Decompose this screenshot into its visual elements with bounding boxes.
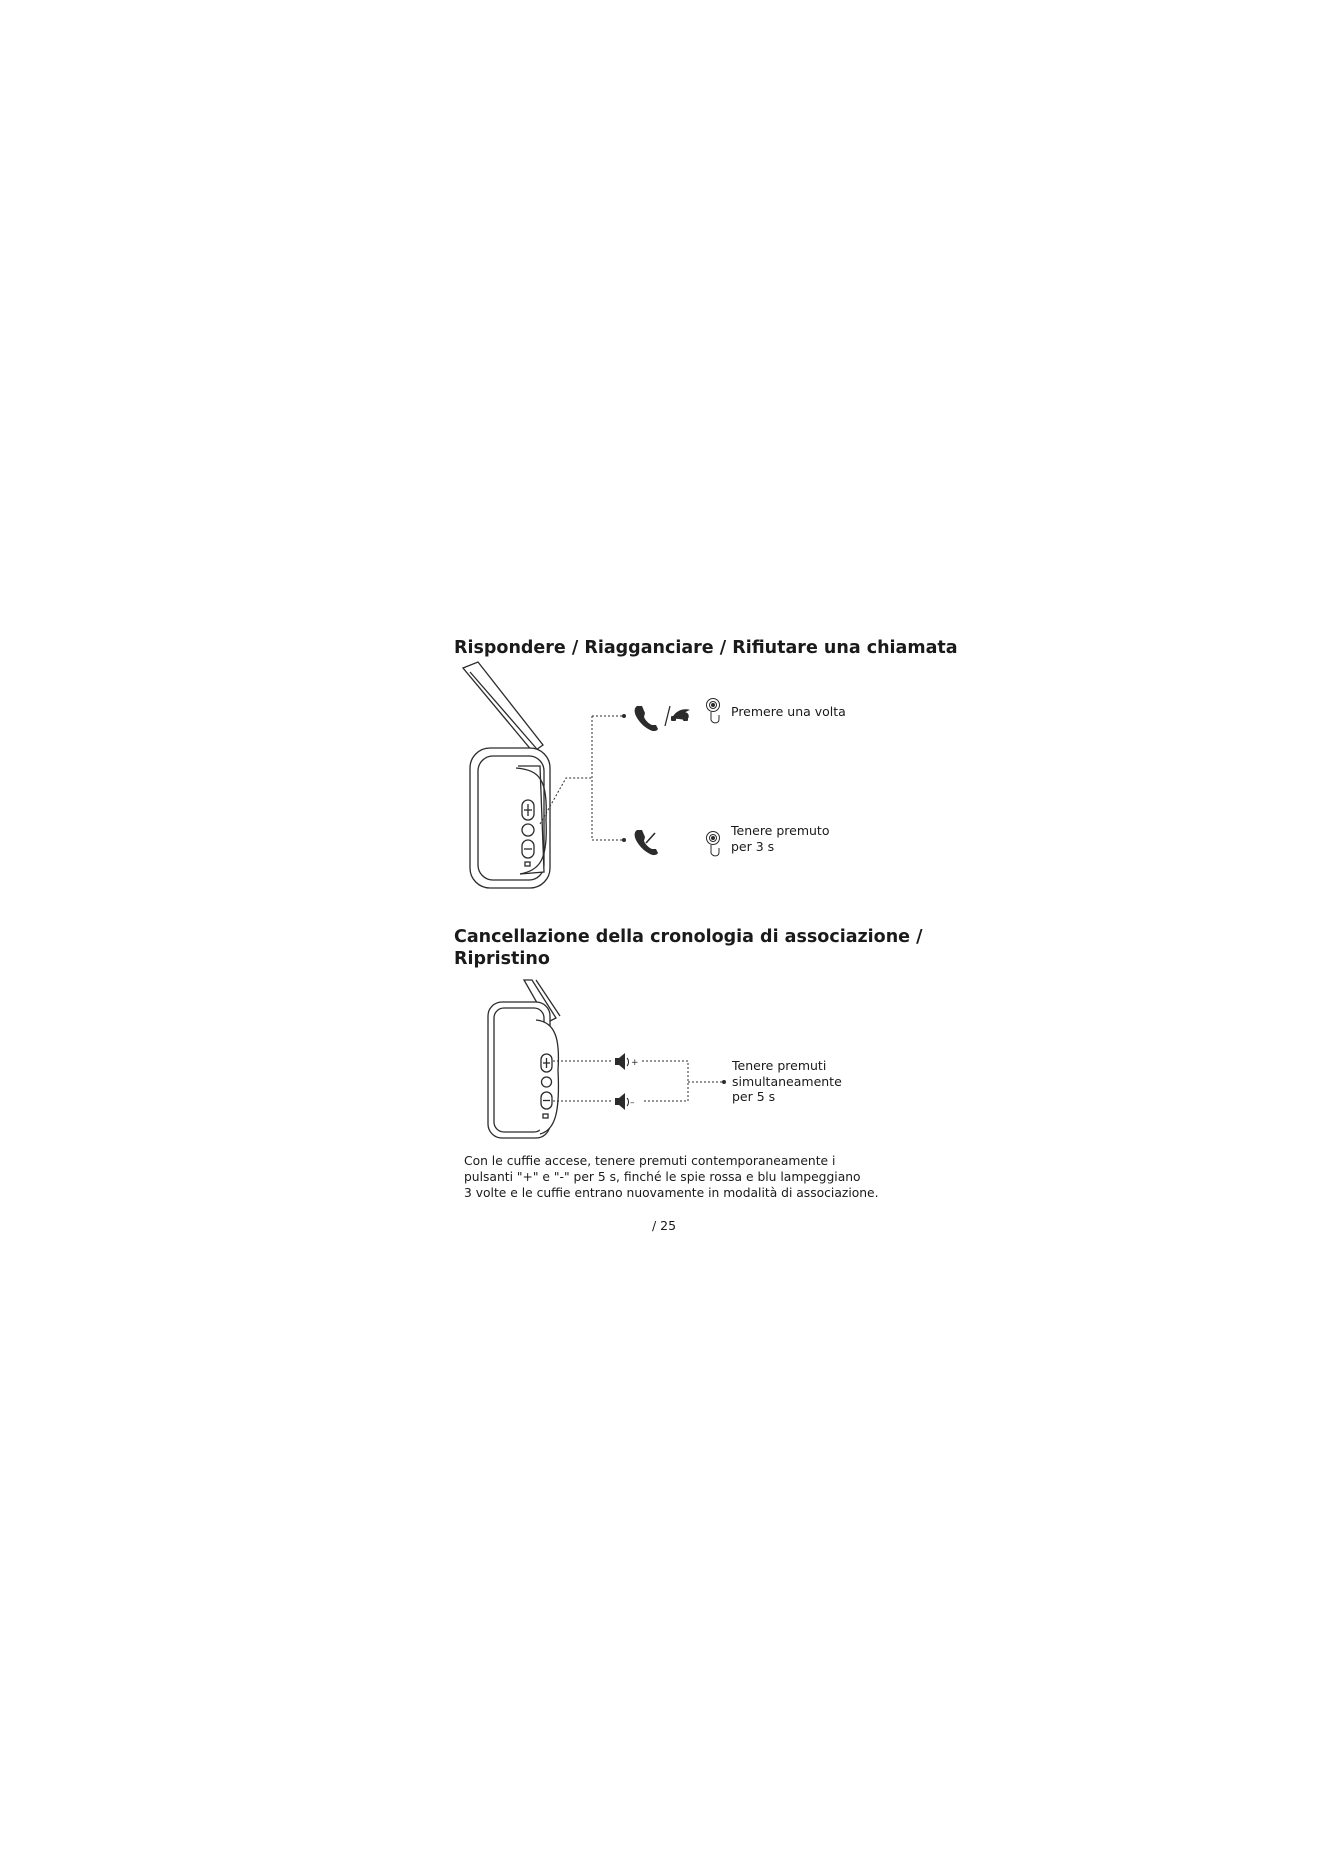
reset-instructions-paragraph <box>464 1153 879 1201</box>
hold-3s-label <box>731 823 829 854</box>
volume-minus-sign: – <box>630 1098 635 1108</box>
headphone-illustration-call <box>463 662 550 888</box>
section-title-reset-line1: Cancellazione della cronologia di associazione / <box>454 927 923 947</box>
hold-simul-line1: Tenere premuti <box>732 1058 827 1073</box>
press-once-text: Premere una volta <box>731 704 846 719</box>
slash-divider <box>665 706 670 726</box>
hold-simul-line2: simultaneamente <box>732 1073 842 1089</box>
headphone-illustration-reset <box>488 980 560 1138</box>
press-once-label <box>731 704 846 720</box>
paragraph-line: pulsanti "+" e "-" per 5 s, finché le spie rossa e blu lampeggiano <box>464 1170 861 1184</box>
page-number: / 25 <box>652 1218 677 1233</box>
phone-answer-icon <box>635 706 658 731</box>
paragraph-line: Con le cuffie accese, tenere premuti contemporaneamente i <box>464 1154 836 1168</box>
volume-up-icon <box>615 1053 639 1070</box>
section-title-reset-line2: Ripristino <box>454 949 550 969</box>
leader-dot <box>722 1080 726 1084</box>
leader-dot <box>622 838 626 842</box>
reject-call-icon <box>635 830 658 855</box>
hold-3s-line1: Tenere premuto <box>731 823 830 838</box>
leader-dot <box>622 714 626 718</box>
hang-up-icon <box>671 709 690 721</box>
press-hold-button-icon <box>707 832 720 856</box>
volume-plus-sign: + <box>631 1058 639 1068</box>
leader-lines-call <box>540 716 622 840</box>
hold-simultaneous-label <box>732 1058 842 1105</box>
section-title-call: Rispondere / Riagganciare / Rifiutare una chiamata <box>454 638 958 658</box>
paragraph-line: 3 volte e le cuffie entrano nuovamente in modalità di associazione. <box>464 1186 879 1200</box>
hold-3s-line2: per 3 s <box>731 838 775 854</box>
press-button-icon <box>707 699 720 723</box>
hold-simul-line3: per 5 s <box>732 1089 776 1104</box>
volume-down-icon <box>615 1093 635 1110</box>
